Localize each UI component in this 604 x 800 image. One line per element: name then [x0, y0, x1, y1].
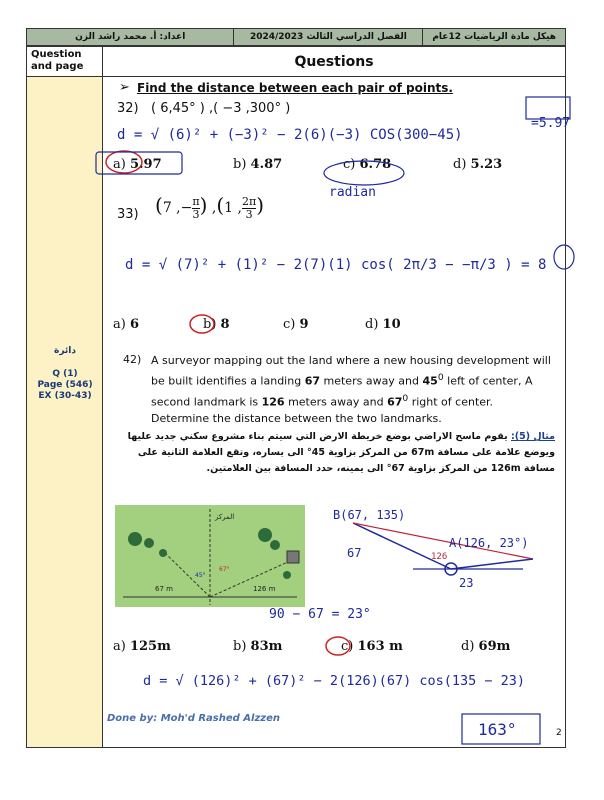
label-B: B(67, 135): [333, 508, 406, 522]
q42-handwritten-angle: 90 − 67 = 23°: [269, 607, 371, 622]
q32-result-box: [526, 97, 570, 119]
annotation-overlay: [26, 28, 566, 748]
footer-credit: Done by: Moh'd Rashed Alzzen: [107, 713, 281, 724]
ref-exercise: EX (30-43): [38, 391, 92, 401]
worksheet-page: [26, 28, 571, 748]
section-title: Find the distance between each pair of points.: [137, 81, 453, 95]
map-center-label: المركز: [215, 513, 235, 521]
q32-option-d: d) 5.23: [453, 157, 503, 172]
header-term: الفصل الدراسي الثالث 2024/2023: [233, 29, 422, 45]
q32-option-c: c) 6.78: [343, 157, 392, 172]
arrow-icon: ➢: [119, 80, 130, 95]
ref-page: Page (546): [37, 380, 93, 390]
map-left-distance: 67 m: [155, 585, 173, 593]
map-left-angle: 45°: [195, 572, 206, 579]
label-67: 67: [347, 546, 362, 560]
header-author: اعداد: أ. محمد راشد الزن: [75, 32, 186, 42]
q33-number: 33): [117, 207, 139, 222]
sidebar-topic: دائرة: [54, 346, 76, 356]
q42-option-d: d) 69m: [461, 639, 511, 654]
q32-points: ( 6,45° ) ,( −3 ,300° ): [151, 101, 291, 116]
q42-option-c: c) 163 m: [341, 639, 403, 654]
q32-answer-circle: [106, 151, 142, 173]
q32-handwritten-answer: =5.97: [531, 116, 571, 131]
label-23: 23: [459, 576, 474, 590]
q33-handwritten-work: d = √ (7)² + (1)² − 2(7)(1) cos( 2π/3 − −π/3 ) = 8: [125, 257, 547, 273]
q33-option-c: c) 9: [283, 317, 309, 332]
q33-note-oval: [324, 161, 404, 185]
q42-handwritten-work: d = √ (126)² + (67)² − 2(126)(67) cos(135 − 23): [143, 673, 526, 689]
header-subject: هيكل مادة الرياضيات 12عام: [422, 29, 565, 45]
q42-handwritten-answer: 163°: [478, 720, 517, 739]
q42-number: 42): [123, 353, 142, 366]
q42-arabic: مثال (5): يقوم ماسح الاراضي بوضع خريطة الارض التي سيتم بناء مشروع سكني جديد عليها ويوضع علامة على مسافة 67m من المركز بزاوية 45° الى يساره، وتقع العلامة الثانية على مسافة 126m من المركز بزاوية 67° الى يمينه، حدد المسافة بين العلامتين.: [127, 431, 555, 474]
col-header-question-page: Question and page: [27, 47, 103, 77]
col-header-questions: Questions: [103, 47, 565, 77]
q42-answer-circle: [326, 637, 350, 655]
ref-question: Q (1): [52, 369, 78, 379]
q32-number: 32): [117, 101, 139, 116]
q42-option-a: a) 125m: [113, 639, 171, 654]
q42-text: A surveyor mapping out the land where a new housing development will be built identifies a landing 67 meters away and $45^0$ left of center, A second landmark is 126 meters away and $67^0$ right of center. Determine the distance between the two landmarks.: [151, 354, 551, 426]
q42-option-b: b) 83m: [233, 639, 283, 654]
q33-option-b: b) 8: [203, 317, 230, 332]
map-right-angle: 67°: [219, 566, 230, 573]
map-right-distance: 126 m: [253, 585, 276, 593]
q32-handwritten-work: d = √ (6)² + (−3)² − 2(6)(−3) COS(300−45): [117, 127, 463, 143]
q33-handwritten-note: radian: [329, 185, 376, 200]
q32-option-a: a) 5.97: [113, 157, 162, 172]
page-number: 2: [556, 728, 562, 738]
label-A: A(126, 23°): [449, 536, 529, 550]
q33-answer-circle: [190, 315, 214, 333]
q32-option-b: b) 4.87: [233, 157, 283, 172]
q33-result-circle: [554, 245, 574, 269]
label-126: 126: [431, 552, 448, 562]
q33-option-a: a) 6: [113, 317, 140, 332]
q33-points: (7 ,− $\frac{\pi}{3}$ ) ,(1 , $\frac{2\pi}{3}$ ): [155, 193, 265, 221]
q33-option-d: d) 10: [365, 317, 401, 332]
